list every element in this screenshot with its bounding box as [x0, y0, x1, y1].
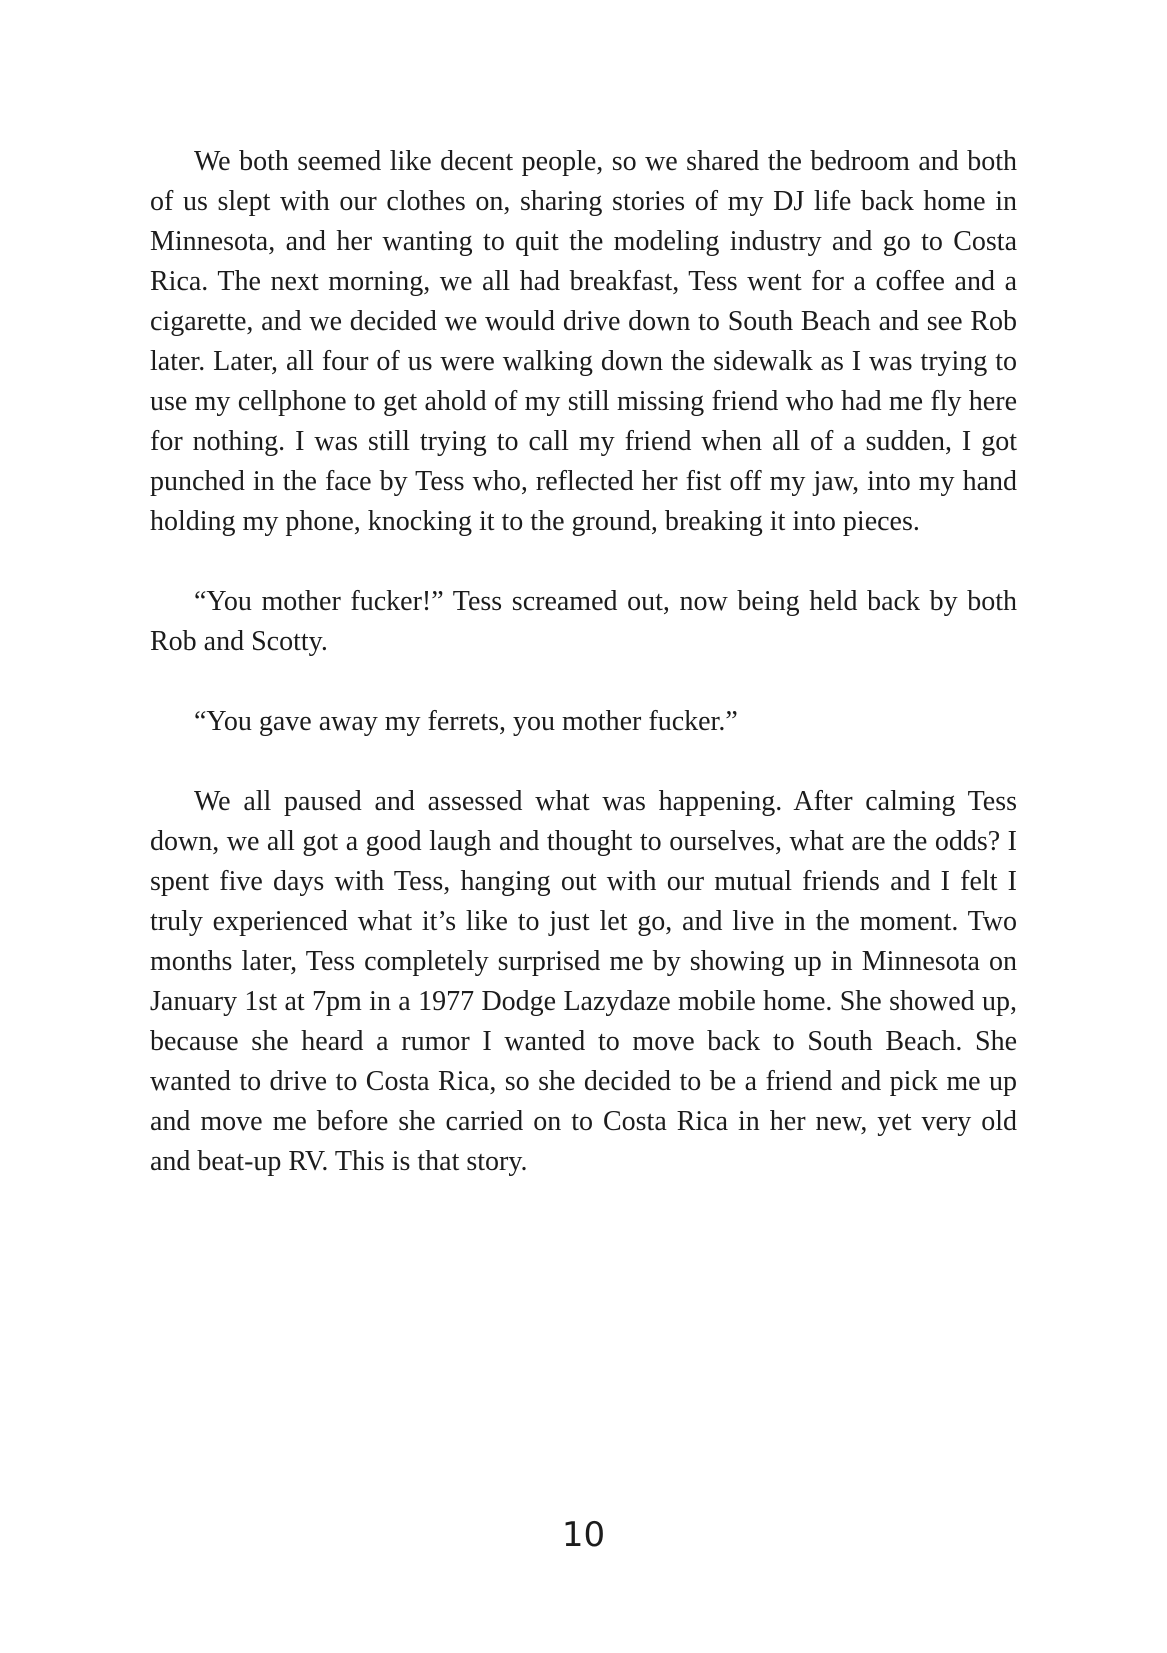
page-number: 10: [561, 1515, 606, 1555]
paragraph-4: We all paused and assessed what was happening. After calming Tess down, we all got a good laugh and thought to ourselves, what are the odds? I spent five days with Tess, hanging out with our mutual friends and I felt I truly experienced what it’s like to just let go, and live in the moment. Two months later, Tess completely surprised me by showing up in Minnesota on January 1st at 7pm in a 1977 Dodge Lazydaze mobile home. She showed up, because she heard a rumor I wanted to move back to South Beach. She wanted to drive to Costa Rica, so she decided to be a friend and pick me up and move me before she carried on to Costa Rica in her new, yet very old and beat-up RV. This is that story.: [150, 786, 1017, 1177]
paragraph-2: “You mother fucker!” Tess screamed out, now being held back by both Rob and Scotty.: [150, 586, 1017, 657]
body-text: [150, 142, 1017, 1182]
paragraph-1: We both seemed like decent people, so we shared the bedroom and both of us slept with our clothes on, sharing stories of my DJ life back home in Minnesota, and her wanting to quit the modeling industry and go to Costa Rica. The next morning, we all had breakfast, Tess went for a coffee and a cigarette, and we decided we would drive down to South Beach and see Rob later. Later, all four of us were walking down the sidewalk as I was trying to use my cellphone to get ahold of my still missing friend who had me fly here for nothing. I was still trying to call my friend when all of a sudden, I got punched in the face by Tess who, reflected her fist off my jaw, into my hand holding my phone, knocking it to the ground, breaking it into pieces.: [150, 146, 1017, 537]
paragraph-3: “You gave away my ferrets, you mother fucker.”: [194, 706, 738, 737]
